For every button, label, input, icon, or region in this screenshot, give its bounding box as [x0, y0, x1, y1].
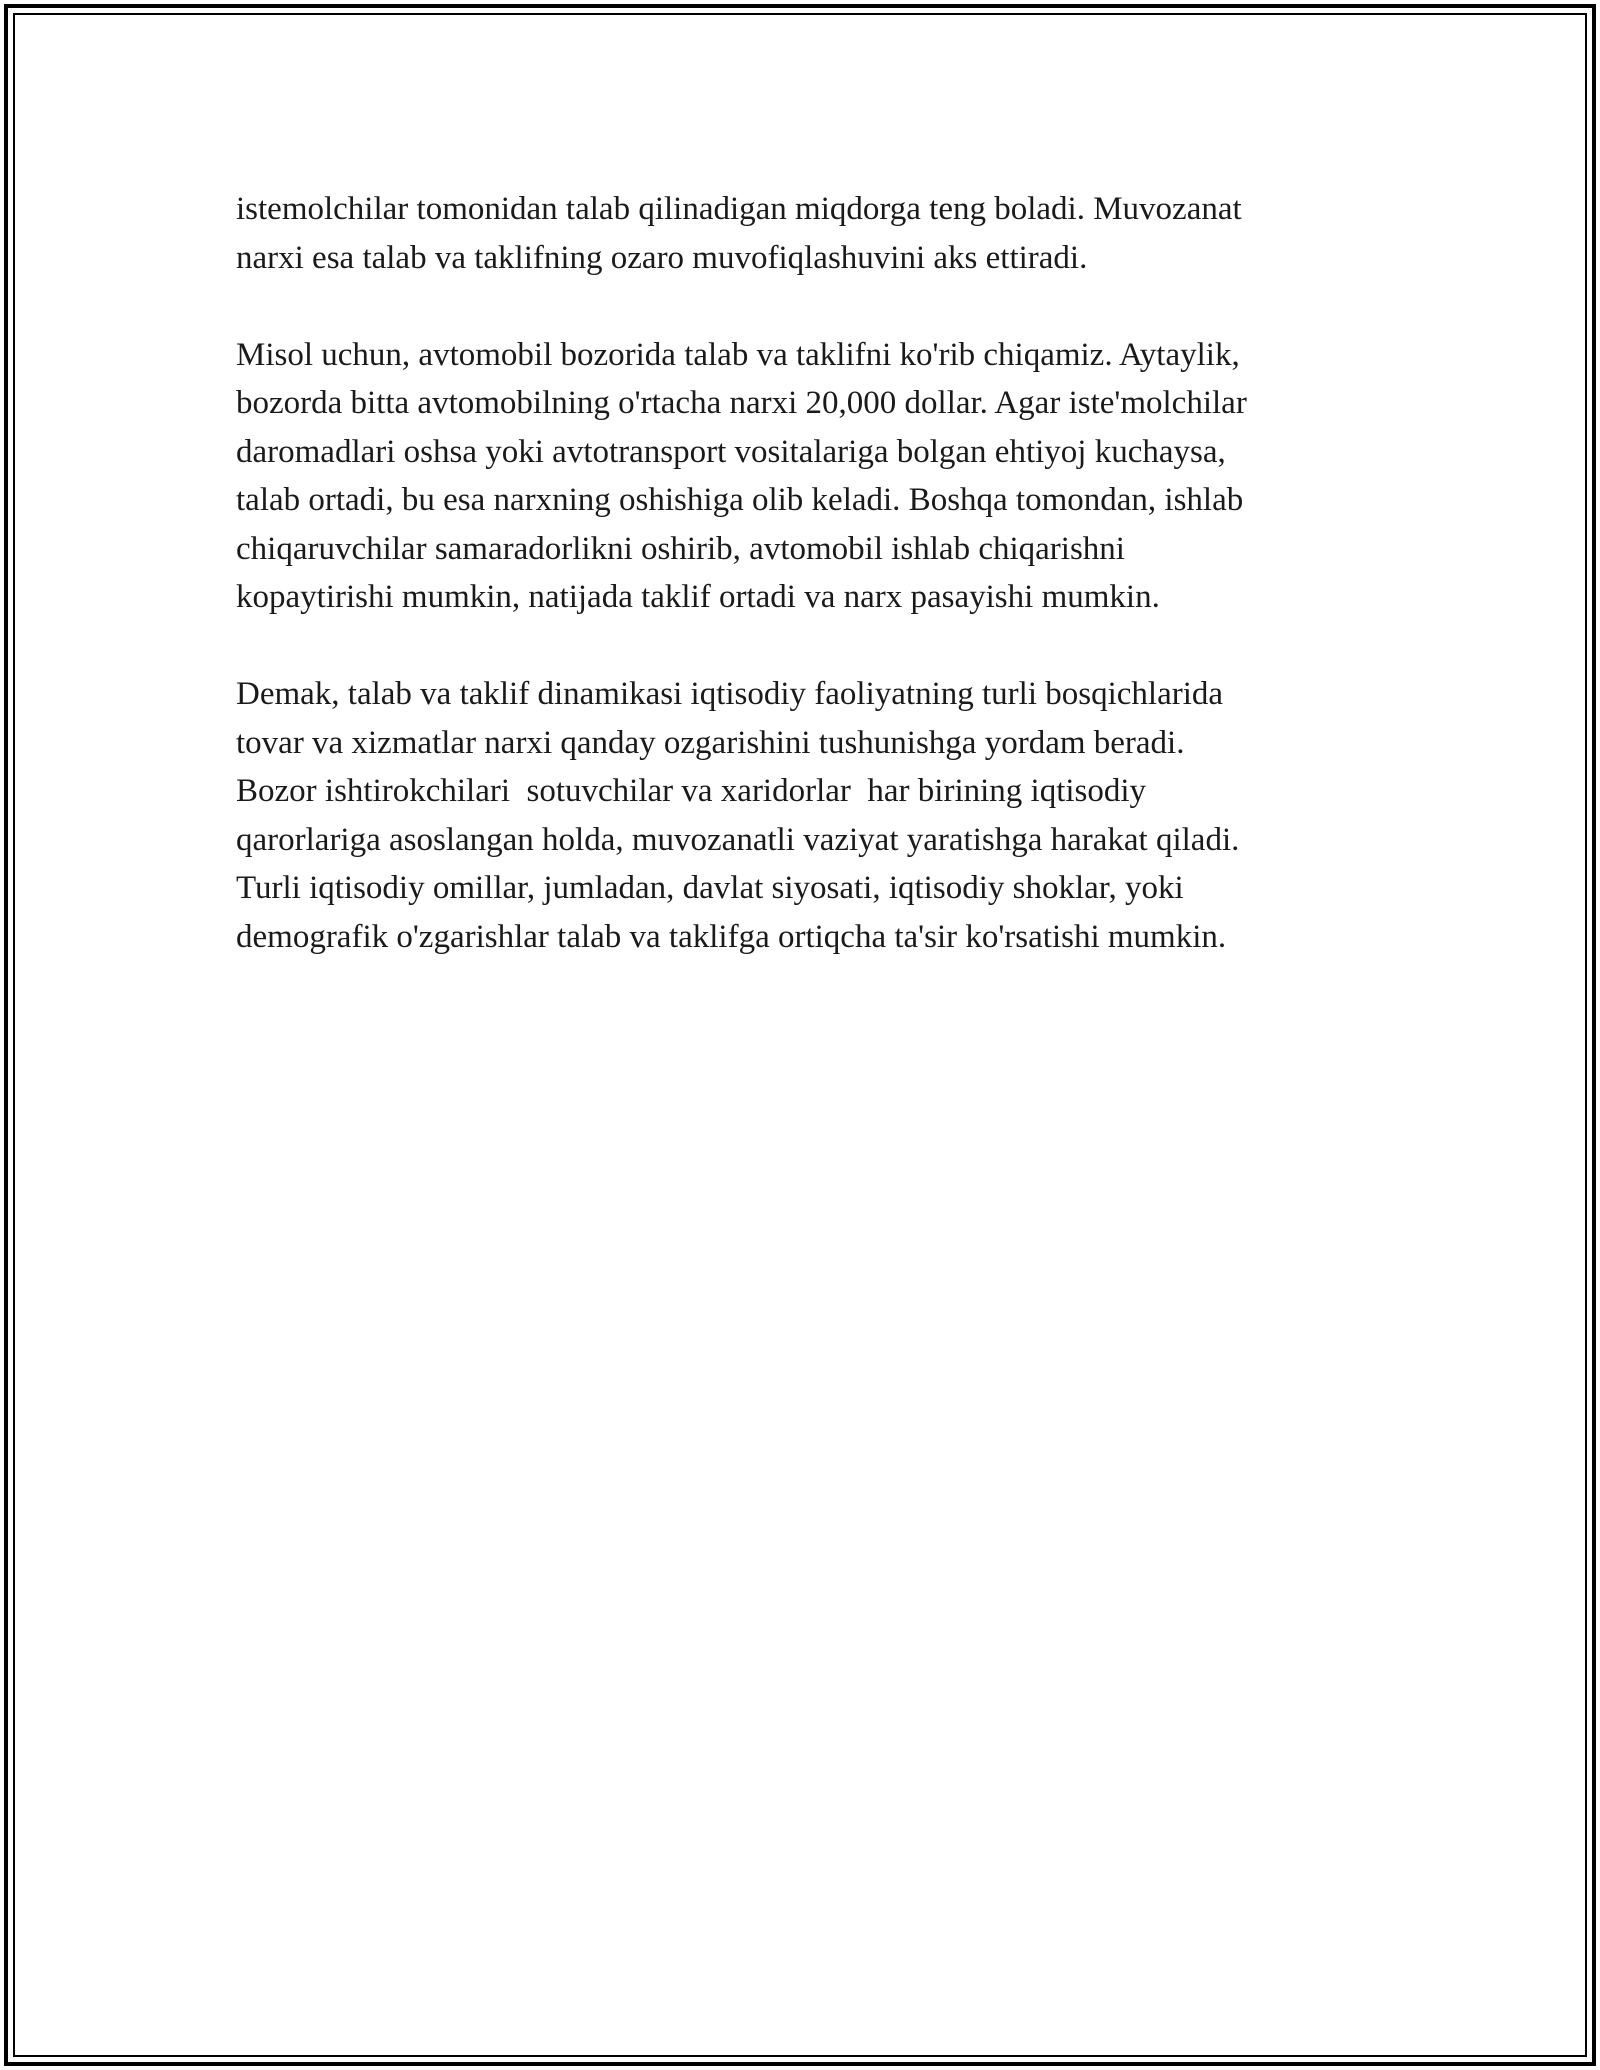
- document-body: [236, 185, 1376, 1010]
- paragraph-3: Demak, talab va taklif dinamikasi iqtisodiy faoliyatning turli bosqichlarida tovar va xizmatlar narxi qanday ozgarishini tushunishga yordam beradi. Bozor ishtirokchilari sotuvchilar va xaridorlar har birining iqtisodiy qarorlariga asoslangan holda, muvozanatli vaziyat yaratishga harakat qiladi. Turli iqtisodiy omillar, jumladan, davlat siyosati, iqtisodiy shoklar, yoki demografik o'zgarishlar talab va taklifga ortiqcha ta'sir ko'rsatishi mumkin.: [236, 676, 1240, 955]
- paragraph-1: istemolchilar tomonidan talab qilinadigan miqdorga teng boladi. Muvozanat narxi esa talab va taklifning ozaro muvofiqlashuvini aks ettiradi.: [236, 191, 1242, 276]
- paragraph-2: Misol uchun, avtomobil bozorida talab va taklifni ko'rib chiqamiz. Aytaylik, bozorda bitta avtomobilning o'rtacha narxi 20,000 dollar. Agar iste'molchilar daromadlari oshsa yoki avtotransport vositalariga bolgan ehtiyoj kuchaysa, talab ortadi, bu esa narxning oshishiga olib keladi. Boshqa tomondan, ishlab chiqaruvchilar samaradorlikni oshirib, avtomobil ishlab chiqarishni kopaytirishi mumkin, natijada taklif ortadi va narx pasayishi mumkin.: [236, 336, 1247, 615]
